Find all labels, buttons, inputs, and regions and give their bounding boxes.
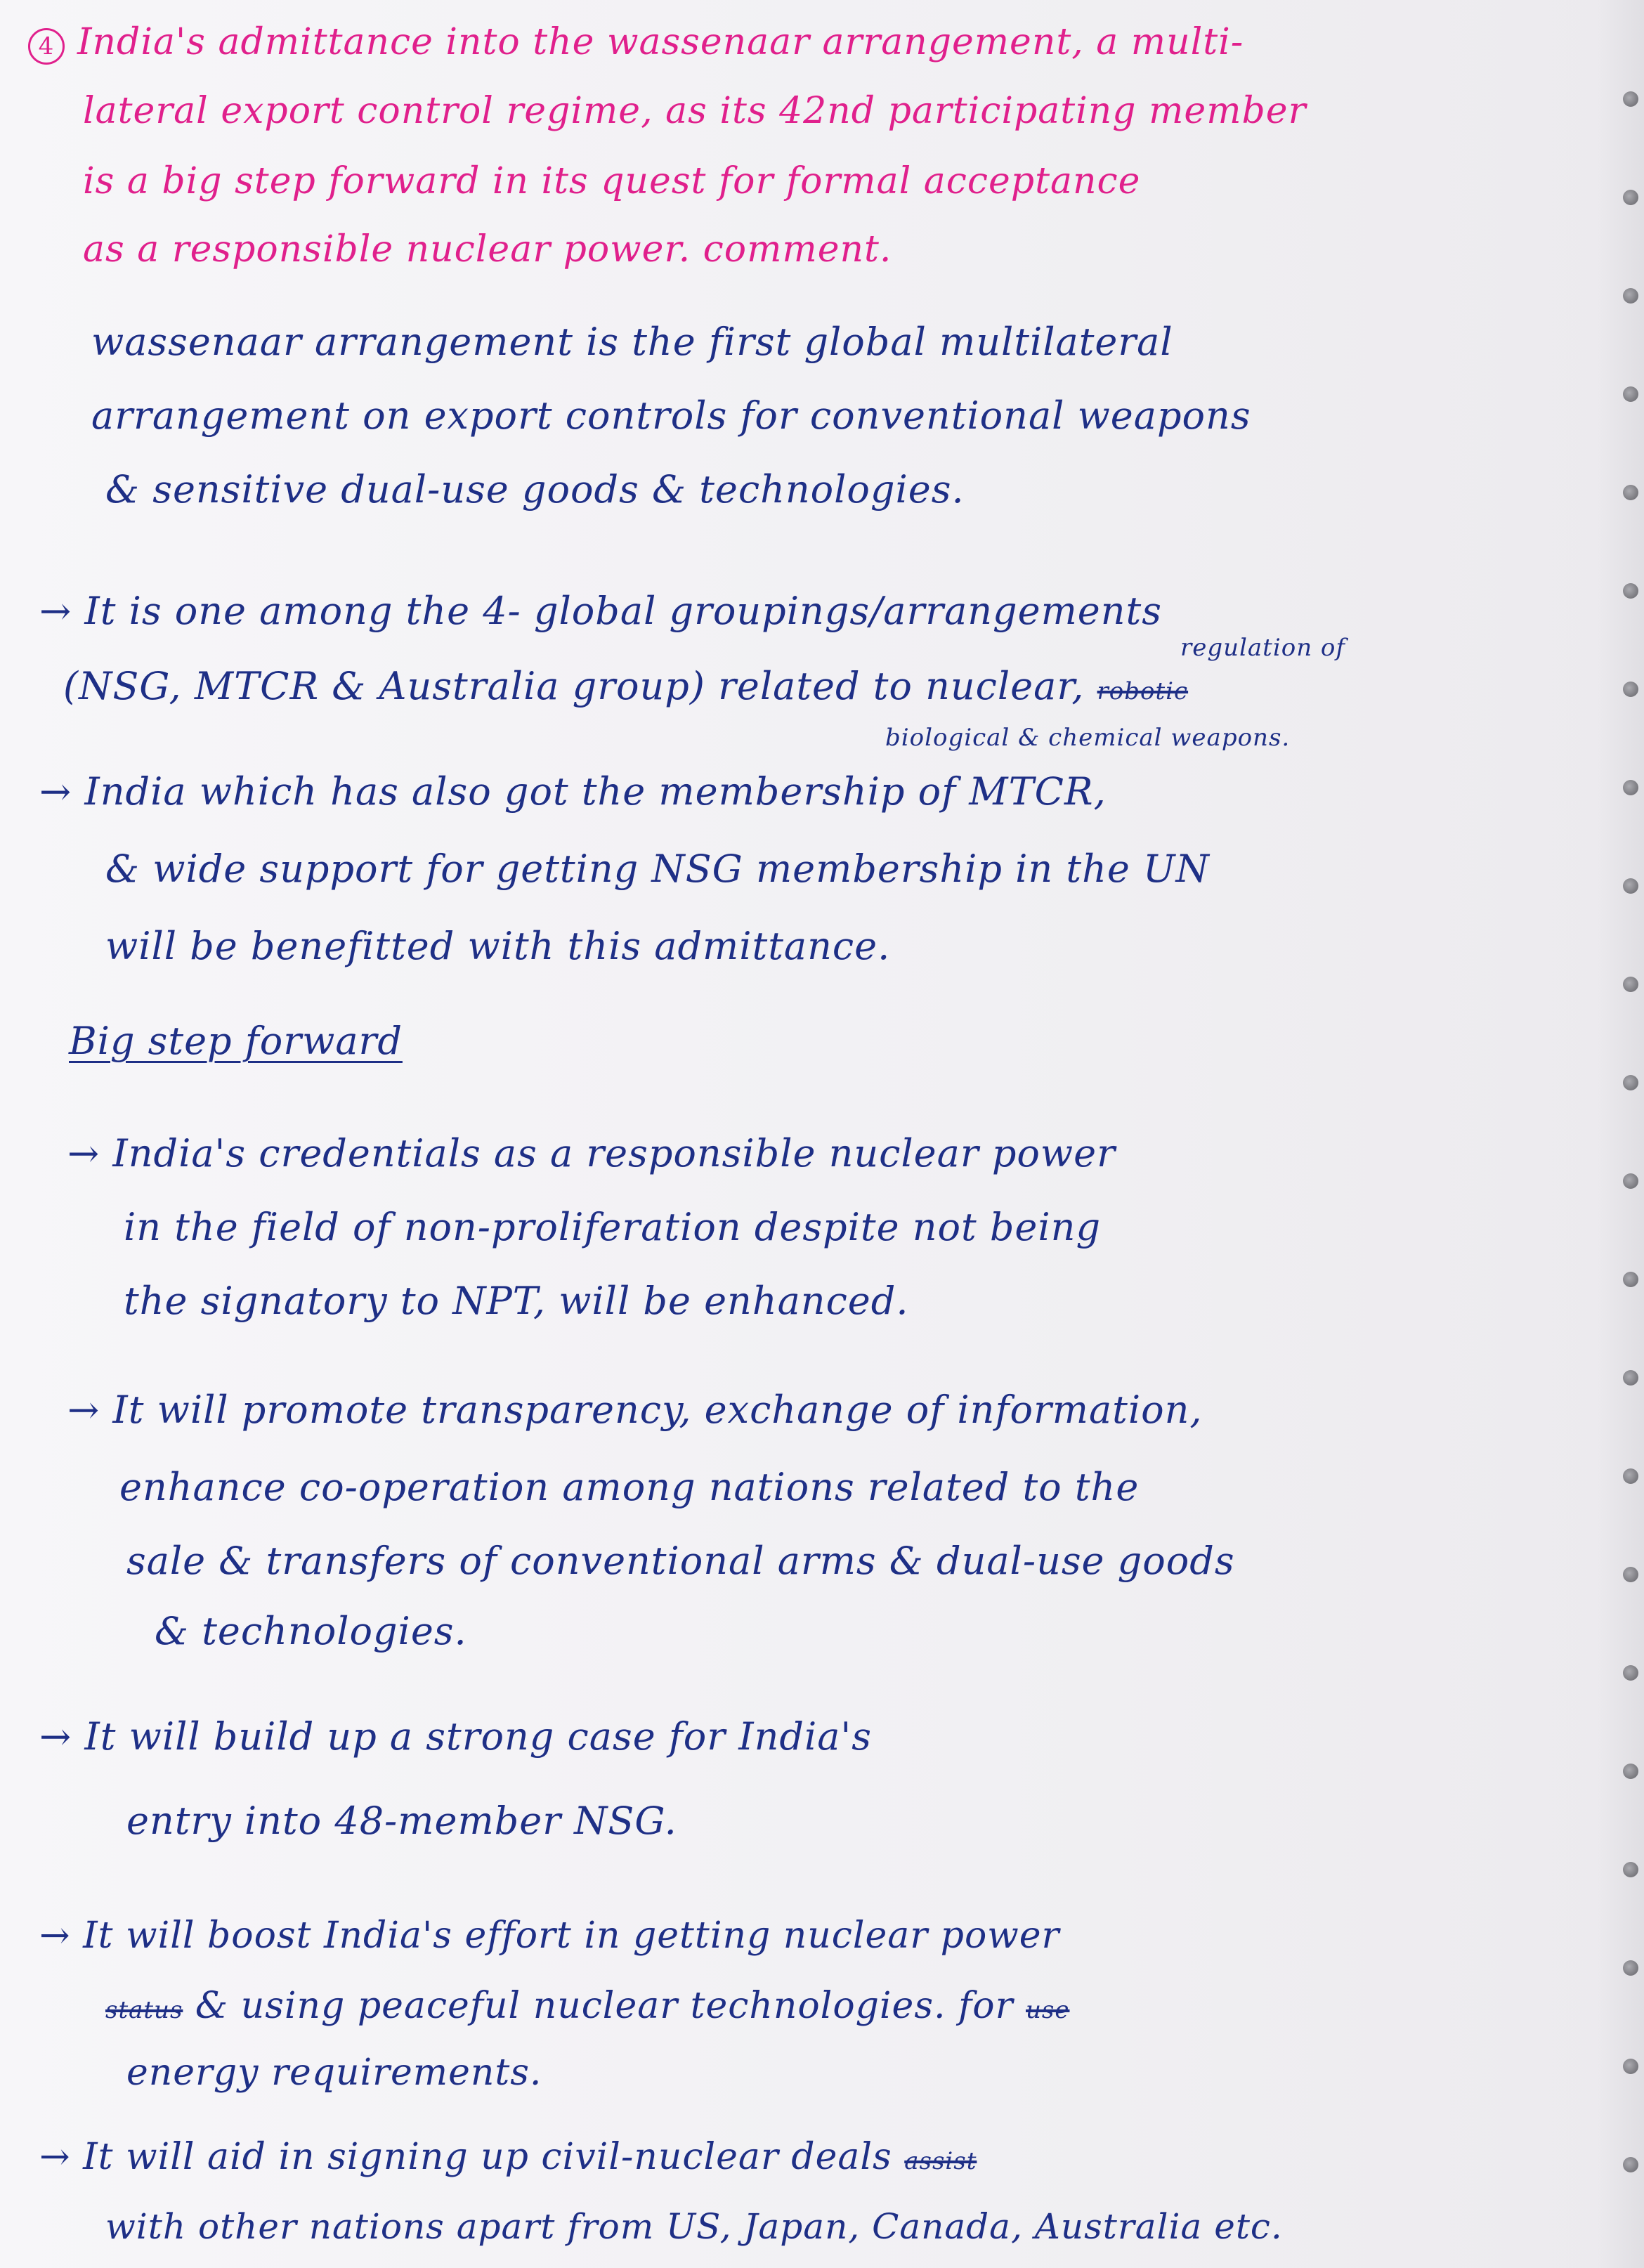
binding-hole <box>1623 780 1638 795</box>
point-line: enhance co-operation among nations related to the <box>119 1465 1140 1509</box>
binding-hole <box>1623 1764 1638 1779</box>
struck-word: status <box>105 1996 183 2024</box>
point-line <box>105 1985 1069 2027</box>
point-line: → India's credentials as a responsible nuclear power <box>67 1131 1116 1175</box>
section-heading: Big step forward <box>69 1019 403 1063</box>
struck-word: use <box>1026 1996 1070 2024</box>
binding-hole <box>1623 682 1638 697</box>
binding-hole <box>1623 583 1638 599</box>
point-line: → It will build up a strong case for India's <box>39 1714 872 1759</box>
binding-hole <box>1623 977 1638 992</box>
point-text: (NSG, MTCR & Australia group) related to nuclear, <box>63 664 1085 708</box>
question-line: lateral export control regime, as its 42nd participating member <box>83 90 1307 132</box>
point-line: with other nations apart from US, Japan, Canada, Australia etc. <box>105 2206 1283 2247</box>
binding-hole <box>1623 190 1638 205</box>
point-line: entry into 48-member NSG. <box>126 1799 677 1843</box>
binding-hole <box>1623 2059 1638 2074</box>
struck-word: assist <box>904 2147 977 2175</box>
point-line <box>39 2136 977 2178</box>
point-line: the signatory to NPT, will be enhanced. <box>124 1279 909 1323</box>
point-line: energy requirements. <box>126 2052 542 2094</box>
binding-hole <box>1623 1173 1638 1189</box>
question-line: as a responsible nuclear power. comment. <box>83 228 892 271</box>
spiral-binding <box>1595 0 1644 2268</box>
binding-hole <box>1623 1960 1638 1976</box>
point-line: in the field of non-proliferation despite not being <box>124 1205 1102 1249</box>
binding-hole <box>1623 1370 1638 1386</box>
binding-hole <box>1623 1665 1638 1681</box>
point-text: → It will aid in signing up civil-nuclear deals <box>39 2136 892 2178</box>
point-text: & using peaceful nuclear technologies. for <box>195 1985 1014 2027</box>
binding-hole <box>1623 1468 1638 1484</box>
insert-note: regulation of <box>1180 634 1345 662</box>
point-line: → It will boost India's effort in getting nuclear power <box>39 1915 1060 1957</box>
intro-line: & sensitive dual-use goods & technologies. <box>105 467 965 511</box>
point-line: → It will promote transparency, exchange of information, <box>67 1388 1203 1432</box>
binding-hole <box>1623 485 1638 500</box>
intro-line: wassenaar arrangement is the first global multilateral <box>91 320 1173 364</box>
binding-hole <box>1623 2157 1638 2172</box>
intro-line: arrangement on export controls for conventional weapons <box>91 393 1251 438</box>
binding-hole <box>1623 1272 1638 1287</box>
binding-hole <box>1623 878 1638 894</box>
binding-hole <box>1623 1567 1638 1582</box>
point-line: & wide support for getting NSG membership in the UN <box>105 847 1210 891</box>
binding-hole <box>1623 1862 1638 1877</box>
point-line: → It is one among the 4- global groupings/arrangements <box>39 589 1162 633</box>
binding-hole <box>1623 1075 1638 1090</box>
question-line <box>28 21 1244 65</box>
question-text-0: India's admittance into the wassenaar arrangement, a multi- <box>77 21 1244 63</box>
point-line: → India which has also got the membership of MTCR, <box>39 769 1107 814</box>
question-number-badge: 4 <box>28 28 65 65</box>
point-line: & technologies. <box>155 1609 467 1653</box>
insert-note: biological & chemical weapons. <box>885 724 1291 752</box>
binding-hole <box>1623 288 1638 304</box>
binding-hole <box>1623 386 1638 402</box>
struck-word: robotic <box>1097 677 1189 705</box>
point-line: sale & transfers of conventional arms & dual-use goods <box>126 1539 1235 1583</box>
question-line: is a big step forward in its quest for formal acceptance <box>83 160 1141 202</box>
point-line: will be benefitted with this admittance. <box>105 924 891 968</box>
binding-hole <box>1623 91 1638 107</box>
point-line <box>63 664 1188 708</box>
